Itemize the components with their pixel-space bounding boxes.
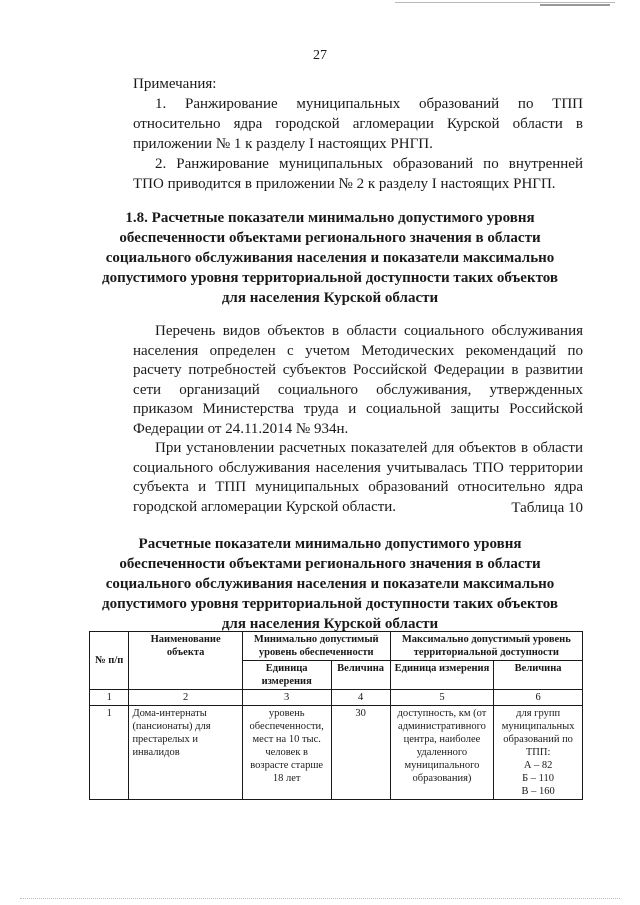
indicators-table	[89, 631, 583, 800]
row-unit-min: уровень обеспеченности, мест на 10 тыс. человек в возрасте старше 18 лет	[242, 706, 331, 800]
table-row	[90, 706, 583, 800]
header-value-min: Величина	[331, 661, 390, 690]
row-unit-max: доступность, км (от административного центра, наиболее удаленного муниципального образования)	[390, 706, 494, 800]
notes-block	[133, 74, 583, 194]
paragraph-1: Перечень видов объектов в области социального обслуживания населения определен с учетом Методических рекомендаций по расчету потребностей субъектов Российской Федерации в развитии сети организаций социального обслуживания, утвержденных приказом Министерства труда и социальной защиты Российской Федерации от 24.11.2014 № 934н.	[133, 323, 583, 437]
column-number: 1	[90, 690, 129, 706]
tpp-group-a: А – 82	[523, 760, 553, 771]
header-max-group: Максимально допустимый уровень территориальной доступности	[390, 632, 582, 661]
note-item-2: 2. Ранжирование муниципальных образований по внутренней ТПО приводится в приложении № 2 к разделу I настоящих РНГП.	[133, 156, 583, 192]
header-value-max: Величина	[494, 661, 583, 690]
scan-artifact-bottom	[20, 898, 620, 900]
tpp-group-c: В – 160	[521, 786, 555, 797]
section-title: 1.8. Расчетные показатели минимально допустимого уровня обеспеченности объектами регионального значения в области социального обслуживания населения и показатели максимально допустимого уровня территориальной доступности таких объектов для населения Курской области	[101, 210, 559, 306]
page-number: 27	[313, 48, 327, 63]
column-number: 2	[129, 690, 242, 706]
table-title: Расчетные показатели минимально допустимого уровня обеспеченности объектами регионального значения в области социального обслуживания населения и показатели максимально допустимого уровня территориальной доступности таких объектов для населения Курской области	[101, 536, 559, 632]
row-value-max	[494, 706, 583, 800]
header-unit-max: Единица измерения	[390, 661, 494, 690]
header-min-group: Минимально допустимый уровень обеспеченности	[242, 632, 390, 661]
table-header-row-1	[90, 632, 583, 661]
header-num: № п/п	[90, 632, 129, 690]
column-number: 4	[331, 690, 390, 706]
paragraph-2: При установлении расчетных показателей для объектов в области социального обслуживания населения учитывалась ТПО территории субъекта и ТПП муниципальных образований относительно ядра городской агломерации Курской области.	[133, 440, 583, 515]
note-item-1: 1. Ранжирование муниципальных образований по ТПП относительно ядра городской агломерации Курской области в приложении № 1 к разделу I настоящих РНГП.	[133, 96, 583, 152]
column-number-row	[90, 690, 583, 706]
body-text	[133, 322, 583, 517]
tpp-group-b: Б – 110	[522, 773, 555, 784]
column-number: 5	[390, 690, 494, 706]
scan-artifact-top	[395, 2, 615, 3]
column-number: 3	[242, 690, 331, 706]
row-num: 1	[90, 706, 129, 800]
table-number-label: Таблица 10	[511, 500, 583, 516]
header-name: Наименование объекта	[129, 632, 242, 690]
row-value-min: 30	[331, 706, 390, 800]
scan-artifact-top-dash	[540, 4, 610, 6]
column-number: 6	[494, 690, 583, 706]
row-name: Дома-интернаты (пансионаты) для престарелых и инвалидов	[129, 706, 242, 800]
header-unit-min: Единица измерения	[242, 661, 331, 690]
notes-heading: Примечания:	[133, 76, 217, 92]
row-value-max-text: для групп муниципальных образований по ТПП:	[501, 708, 575, 758]
